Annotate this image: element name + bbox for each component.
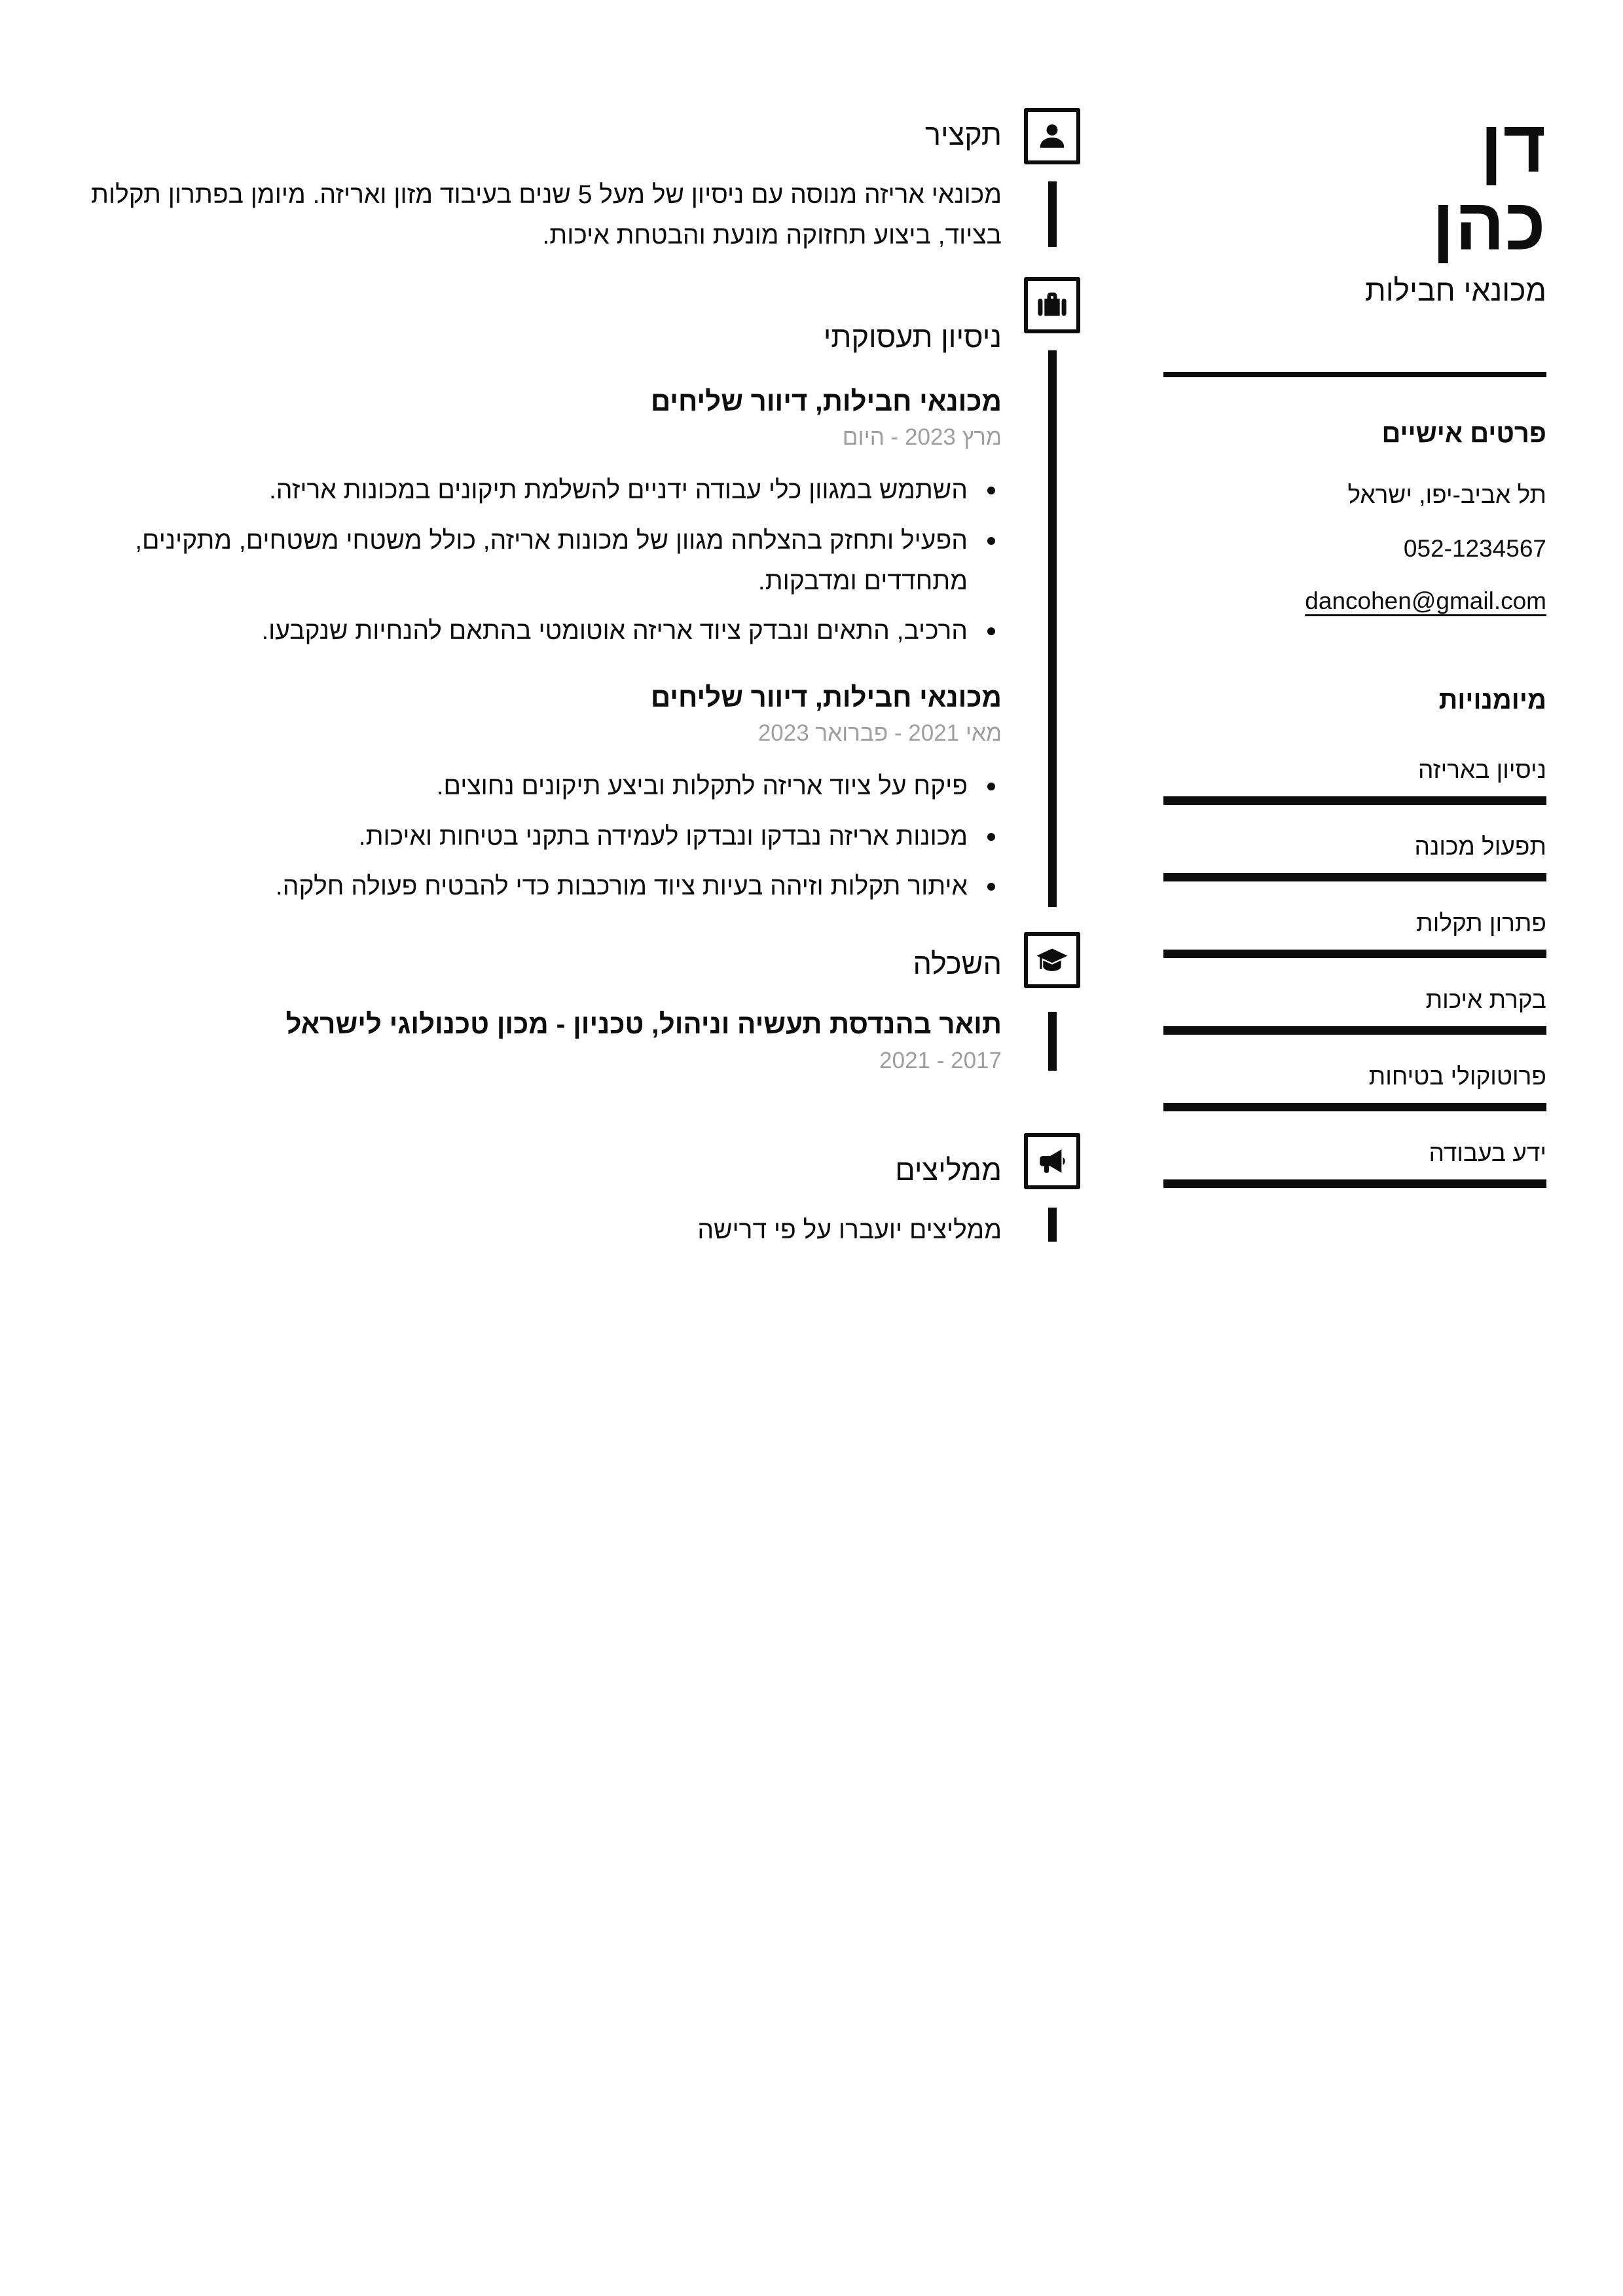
- skill-item: [1163, 909, 1546, 958]
- skills-heading: מיומנויות: [1438, 686, 1546, 715]
- skill-label: פתרון תקלות: [1416, 910, 1546, 937]
- skill-label: ניסיון באריזה: [1417, 756, 1546, 784]
- skill-item: [1163, 756, 1546, 805]
- timeline-connector: [1048, 1012, 1057, 1071]
- job-bullets: [79, 766, 1002, 907]
- summary-text: מכונאי אריזה מנוסה עם ניסיון של מעל 5 שנים בעיבוד מזון ואריזה. מיומן בפתרון תקלות בציוד, ביצוע תחזוקה מונעת והבטחת איכות.: [91, 181, 1002, 250]
- phone-text: 052-1234567: [1403, 535, 1546, 563]
- skill-bar-fill: [1163, 796, 1546, 805]
- job-entry: [79, 385, 1002, 652]
- briefcase-icon: [1024, 277, 1080, 333]
- skill-item: [1163, 1139, 1546, 1188]
- experience-heading: ניסיון תעסוקתי: [823, 320, 1002, 354]
- timeline-connector: [1048, 181, 1057, 247]
- skill-label: פרוטוקולי בטיחות: [1368, 1063, 1546, 1090]
- skills-list: [1163, 756, 1546, 1188]
- references-heading: ממליצים: [895, 1153, 1002, 1187]
- main-content: [79, 108, 1002, 1251]
- job-bullet: השתמש במגוון כלי עבודה ידניים להשלמת תיקונים במכונות אריזה.: [79, 470, 1002, 511]
- person-name-line1: דן: [1480, 105, 1546, 187]
- skill-item: [1163, 1062, 1546, 1111]
- skill-bar: [1163, 1179, 1546, 1188]
- person-job-title: מכונאי חבילות: [1364, 273, 1546, 308]
- summary-heading: תקציר: [925, 118, 1002, 151]
- job-entry: [79, 681, 1002, 908]
- education-dates: 2017 - 2021: [879, 1047, 1002, 1073]
- job-bullets: [79, 470, 1002, 652]
- person-name: [1163, 105, 1546, 265]
- skill-bar-fill: [1163, 950, 1546, 958]
- personal-details-heading: פרטים אישיים: [1381, 419, 1546, 449]
- skill-bar-fill: [1163, 1026, 1546, 1035]
- skill-label: ידע בעבודה: [1429, 1139, 1546, 1167]
- skill-bar: [1163, 1103, 1546, 1111]
- job-bullet: איתור תקלות וזיהה בעיות ציוד מורכבות כדי להבטיח פעולה חלקה.: [79, 866, 1002, 907]
- job-bullet: פיקח על ציוד אריזה לתקלות וביצע תיקונים נחוצים.: [79, 766, 1002, 807]
- megaphone-icon: [1024, 1133, 1080, 1189]
- email-row: [1163, 587, 1546, 615]
- education-heading: השכלה: [913, 947, 1002, 981]
- sidebar-divider: [1163, 372, 1546, 377]
- references-text: ממליצים יועברו על פי דרישה: [697, 1215, 1002, 1244]
- timeline-connector: [1048, 350, 1057, 907]
- job-dates: מאי 2021 - פברואר 2023: [757, 720, 1002, 747]
- job-dates: מרץ 2023 - היום: [842, 424, 1002, 451]
- sidebar: [1163, 105, 1546, 1215]
- job-title: מכונאי חבילות, דיוור שליחים: [650, 681, 1002, 713]
- graduation-cap-icon: [1024, 932, 1080, 988]
- skill-bar: [1163, 1026, 1546, 1035]
- skill-bar-fill: [1163, 1179, 1546, 1188]
- job-bullet: הרכיב, התאים ונבדק ציוד אריזה אוטומטי בהתאם להנחיות שנקבעו.: [79, 611, 1002, 652]
- degree-title: תואר בהנדסת תעשיה וניהול, טכניון - מכון טכנולוגי לישראל: [285, 1009, 1002, 1040]
- skill-bar: [1163, 796, 1546, 805]
- job-bullet: הפעיל ותחזק בהצלחה מגוון של מכונות אריזה, כולל משטחי משטחים, מתקינים, מתחדדים ומדבקות.: [79, 521, 1002, 602]
- job-title: מכונאי חבילות, דיוור שליחים: [650, 385, 1002, 417]
- job-bullet: מכונות אריזה נבדקו ונבדקו לעמידה בתקני בטיחות ואיכות.: [79, 817, 1002, 857]
- email-link[interactable]: dancohen@gmail.com: [1305, 587, 1546, 615]
- skill-item: [1163, 986, 1546, 1035]
- skill-label: בקרת איכות: [1425, 986, 1546, 1014]
- timeline-connector: [1048, 1208, 1057, 1242]
- skill-item: [1163, 832, 1546, 881]
- location-text: תל אביב-יפו, ישראל: [1347, 481, 1546, 509]
- person-name-line2: כהן: [1432, 183, 1546, 265]
- jobs-list: [79, 385, 1002, 908]
- skill-bar: [1163, 950, 1546, 958]
- skill-label: תפעול מכונה: [1414, 833, 1546, 861]
- person-icon: [1024, 108, 1080, 164]
- skill-bar-fill: [1163, 873, 1546, 881]
- section-icon-timeline: [1024, 108, 1080, 1242]
- skill-bar: [1163, 873, 1546, 881]
- skill-bar-fill: [1163, 1103, 1546, 1111]
